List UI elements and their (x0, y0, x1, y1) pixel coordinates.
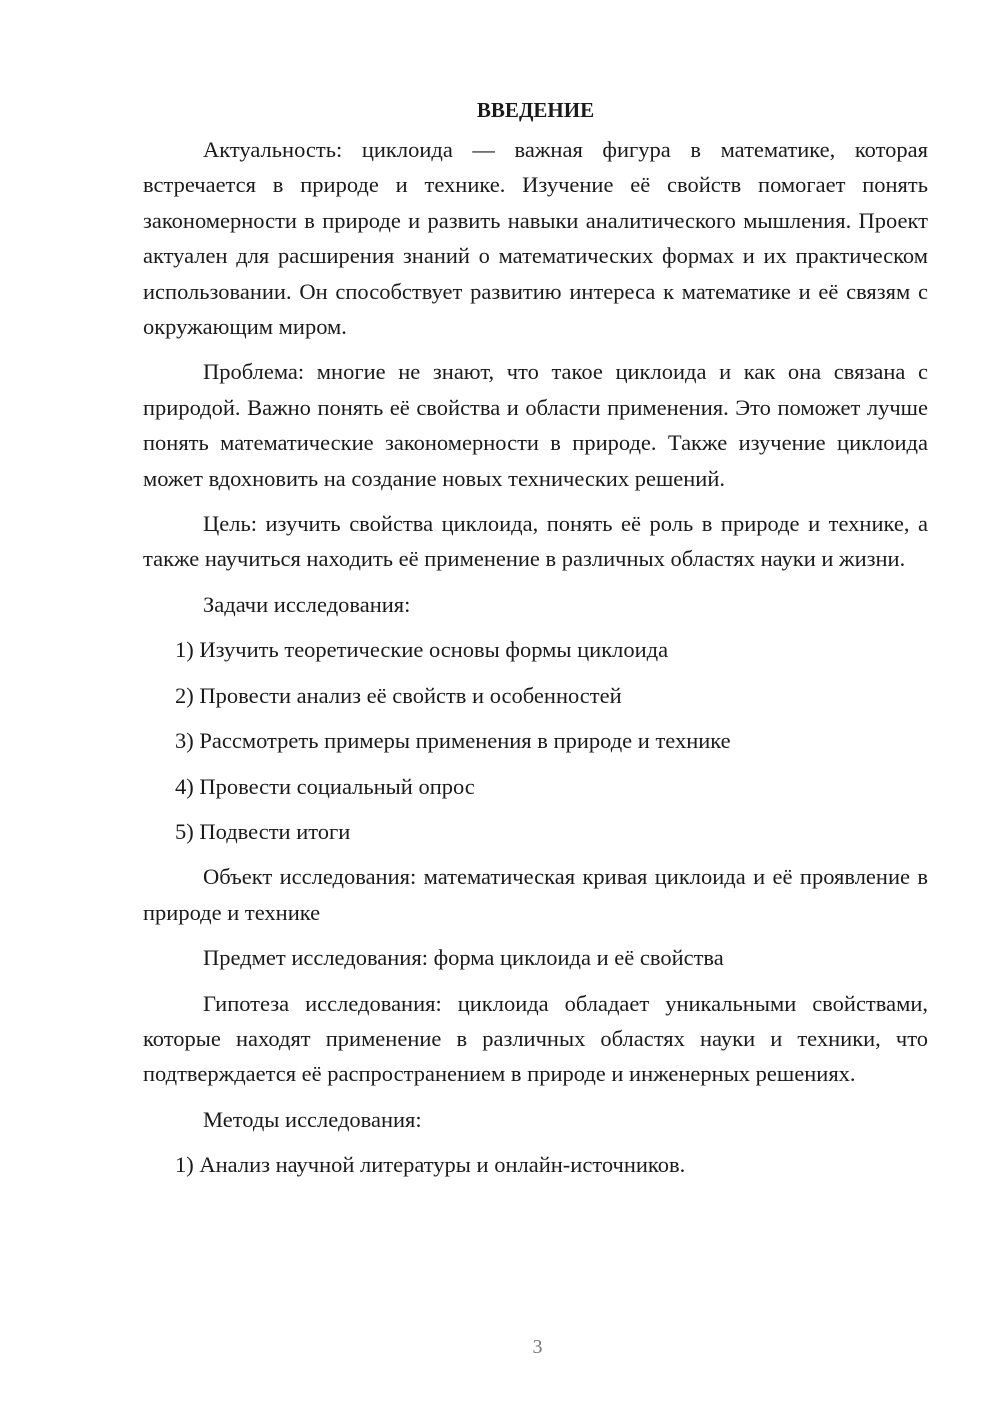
page-content (143, 96, 928, 1193)
object-paragraph: Объект исследования: математическая кривая циклоида и её проявление в природе и технике (143, 864, 928, 925)
list-item: 3) Рассмотреть примеры применения в природе и технике (175, 728, 731, 754)
section-heading: ВВЕДЕНИЕ (476, 98, 595, 122)
goal-paragraph: Цель: изучить свойства циклоида, понять её роль в природе и технике, а также научиться находить её применение в различных областях науки и жизни. (143, 511, 928, 572)
methods-title: Методы исследования: (203, 1106, 422, 1132)
relevance-paragraph: Актуальность: циклоида — важная фигура в математике, которая встречается в природе и технике. Изучение её свойств помогает понять закономерности в природе и развить навыки аналитического мышления. Проект актуален для расширения знаний о математических формах и их практическом использовании. Он способствует развитию интереса к математике и её связям с окружающим миром. (143, 137, 928, 340)
list-item: 2) Провести анализ её свойств и особенностей (175, 682, 622, 708)
tasks-title: Задачи исследования: (203, 591, 411, 617)
page-number: 3 (532, 1336, 543, 1358)
list-item: 1) Анализ научной литературы и онлайн-источников. (175, 1152, 686, 1178)
tasks-list (143, 632, 928, 849)
problem-paragraph: Проблема: многие не знают, что такое циклоида и как она связана с природой. Важно понять её свойства и области применения. Это поможет лучше понять математические закономерности в природе. Также изучение циклоида может вдохновить на создание новых технических решений. (143, 359, 928, 491)
hypothesis-paragraph: Гипотеза исследования: циклоида обладает уникальными свойствами, которые находят применение в различных областях науки и техники, что подтверждается её распространением в природе и инженерных решениях. (143, 990, 928, 1087)
list-item: 1) Изучить теоретические основы формы циклоида (175, 637, 669, 663)
subject-paragraph: Предмет исследования: форма циклоида и её свойства (203, 945, 724, 971)
list-item: 5) Подвести итоги (175, 818, 351, 844)
methods-list (143, 1147, 928, 1182)
list-item: 4) Провести социальный опрос (175, 773, 475, 799)
